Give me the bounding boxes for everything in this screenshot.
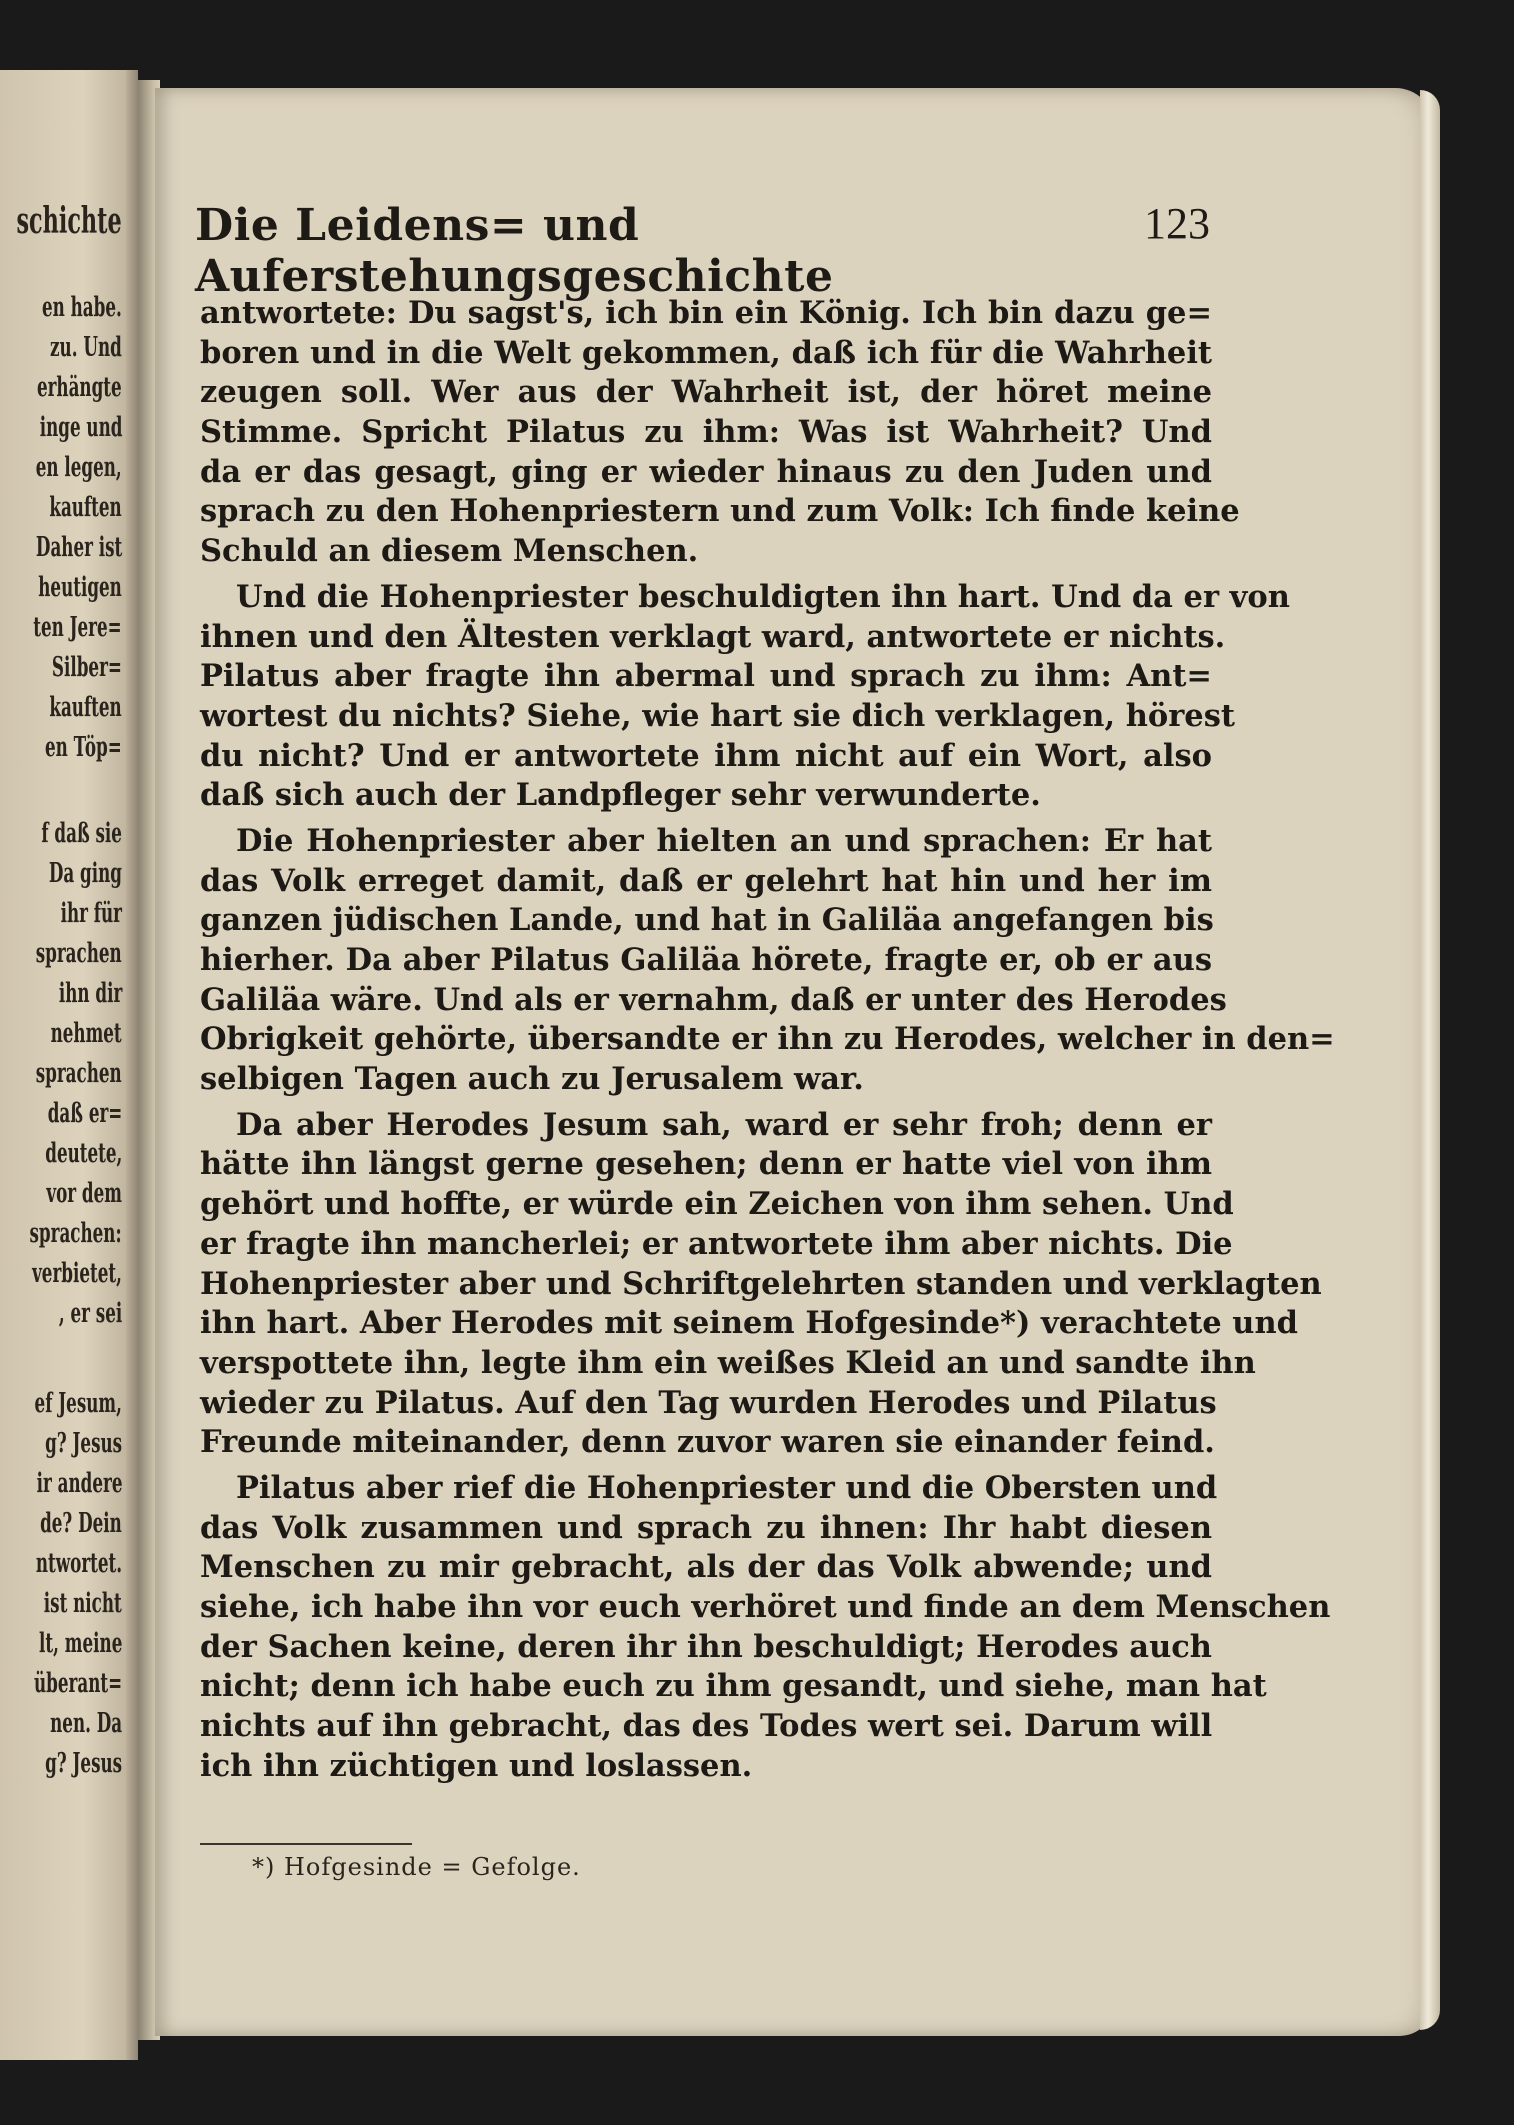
- left-page-edge: [126, 70, 138, 2060]
- text-line: Hohenpriester aber und Schriftgelehrten standen und verklagten: [200, 1265, 1322, 1302]
- text-line: Schuld an diesem Menschen.: [200, 533, 699, 570]
- page-number: 123: [1144, 199, 1210, 248]
- text-line: Obrigkeit gehörte, übersandte er ihn zu Herodes, welcher in den=: [200, 1021, 1335, 1058]
- text-line: nichts auf ihn gebracht, das des Todes wert sei. Darum will: [200, 1708, 1213, 1745]
- left-page-fragment: ihn dir: [58, 978, 122, 1009]
- left-page-fragment: nehmet: [50, 1018, 122, 1049]
- text-line: verspottete ihn, legte ihm ein weißes Kleid an und sandte ihn: [200, 1344, 1256, 1381]
- text-line: antwortete: Du sagst's, ich bin ein König. Ich bin dazu ge=: [200, 295, 1212, 331]
- text-line: nicht; denn ich habe euch zu ihm gesandt, und siehe, man hat: [200, 1668, 1267, 1705]
- text-line: er fragte ihn mancherlei; er antwortete ihm aber nichts. Die: [200, 1225, 1233, 1262]
- left-page-fragment: lt, meine: [38, 1628, 122, 1659]
- left-page-fragment: vor dem: [46, 1178, 122, 1209]
- left-page-fragment: daß er=: [47, 1098, 122, 1129]
- text-line: wieder zu Pilatus. Auf den Tag wurden Herodes und Pilatus: [200, 1384, 1217, 1421]
- text-line: Stimme. Spricht Pilatus zu ihm: Was ist Wahrheit? Und: [200, 414, 1212, 451]
- left-page-fragment: schichte: [16, 200, 122, 242]
- text-line: Pilatus aber rief die Hohenpriester und die Obersten und: [236, 1469, 1218, 1506]
- left-page-fragment: erhängte: [37, 372, 122, 403]
- text-line: selbigen Tagen auch zu Jerusalem war.: [200, 1061, 864, 1098]
- left-page-fragment: nen. Da: [49, 1708, 122, 1739]
- left-page-fragment: en habe.: [42, 292, 122, 323]
- left-page-fragment: kauften: [49, 492, 122, 523]
- left-page-fragment: heutigen: [38, 572, 122, 603]
- text-line: ihn hart. Aber Herodes mit seinem Hofgesinde*) verachtete und: [200, 1305, 1298, 1342]
- text-line: Und die Hohenpriester beschuldigten ihn hart. Und da er von: [236, 578, 1290, 615]
- paragraph: [200, 294, 1240, 572]
- text-line: ich ihn züchtigen und loslassen.: [200, 1747, 753, 1784]
- left-page-fragment: überant=: [33, 1668, 122, 1699]
- left-facing-page: [0, 70, 138, 2060]
- left-page-fragment: ten Jere=: [33, 612, 122, 643]
- paragraph: [200, 578, 1290, 816]
- text-line: Galiläa wäre. Und als er vernahm, daß er unter des Herodes: [200, 981, 1227, 1018]
- left-page-fragment: Da ging: [48, 858, 122, 889]
- text-line: Menschen zu mir gebracht, als der das Volk abwende; und: [200, 1549, 1212, 1586]
- text-line: siehe, ich habe ihn vor euch verhöret und finde an dem Menschen: [200, 1589, 1331, 1625]
- footnote-rule: [200, 1843, 412, 1845]
- text-line: das Volk zusammen und sprach zu ihnen: Ihr habt diesen: [200, 1509, 1212, 1546]
- text-line: Freunde miteinander, denn zuvor waren sie einander feind.: [200, 1424, 1215, 1461]
- text-line: hierher. Da aber Pilatus Galiläa hörete, fragte er, ob er aus: [200, 942, 1212, 978]
- text-line: Pilatus aber fragte ihn abermal und sprach zu ihm: Ant=: [200, 658, 1212, 695]
- text-line: zeugen soll. Wer aus der Wahrheit ist, der höret meine: [200, 374, 1212, 411]
- left-page-fragment: ntwortet.: [35, 1548, 122, 1579]
- left-page-fragment: verbietet,: [32, 1258, 122, 1289]
- left-page-fragment: en Töp=: [45, 732, 122, 763]
- text-line: du nicht? Und er antwortete ihm nicht auf ein Wort, also: [200, 737, 1212, 774]
- page-edge: [1420, 90, 1440, 2030]
- left-page-fragment: zu. Und: [50, 332, 122, 363]
- left-page-fragment: sprachen:: [29, 1218, 122, 1249]
- text-line: wortest du nichts? Siehe, wie hart sie dich verklagen, hörest: [200, 697, 1235, 734]
- left-page-fragment: f daß sie: [41, 818, 122, 849]
- footnote: *) Hofgesinde = Gefolge.: [252, 1853, 581, 1881]
- paragraph: [200, 822, 1335, 1100]
- text-line: gehört und hoffte, er würde ein Zeichen von ihm sehen. Und: [200, 1186, 1234, 1223]
- left-page-fragment: inge und: [39, 412, 122, 443]
- paragraph: [200, 1469, 1331, 1787]
- text-line: ganzen jüdischen Lande, und hat in Galiläa angefangen bis: [200, 902, 1214, 939]
- text-line: boren und in die Welt gekommen, daß ich für die Wahrheit: [200, 334, 1212, 371]
- left-page-fragment: ist nicht: [44, 1588, 122, 1619]
- text-line: ihnen und den Ältesten verklagt ward, antwortete er nichts.: [200, 618, 1226, 655]
- paragraph: [200, 1106, 1322, 1463]
- left-page-fragment: , er sei: [58, 1298, 122, 1329]
- left-page-fragment: de? Dein: [40, 1508, 122, 1539]
- text-line: Die Hohenpriester aber hielten an und sprachen: Er hat: [236, 822, 1212, 859]
- body-text: [200, 294, 1335, 1792]
- text-line: da er das gesagt, ging er wieder hinaus zu den Juden und: [200, 453, 1212, 490]
- left-page-fragment: g? Jesus: [45, 1748, 122, 1779]
- text-line: der Sachen keine, deren ihr ihn beschuldigt; Herodes auch: [200, 1628, 1212, 1665]
- left-page-fragment: ir andere: [36, 1468, 122, 1499]
- left-page-fragment: ihr für: [60, 898, 122, 929]
- running-head: Die Leidens= und Auferstehungsgeschichte: [195, 200, 834, 302]
- left-page-fragment: Daher ist: [35, 532, 122, 563]
- left-page-fragment: deutete,: [44, 1138, 122, 1169]
- left-page-fragment: sprachen: [36, 1058, 122, 1089]
- left-page-fragment: en legen,: [35, 452, 122, 483]
- left-page-fragment: sprachen: [36, 938, 122, 969]
- left-page-fragment: Silber=: [51, 652, 122, 683]
- text-line: Da aber Herodes Jesum sah, ward er sehr froh; denn er: [236, 1106, 1212, 1143]
- text-line: sprach zu den Hohenpriestern und zum Volk: Ich finde keine: [200, 493, 1240, 530]
- left-page-fragment: ef Jesum,: [34, 1388, 122, 1419]
- text-line: das Volk erreget damit, daß er gelehrt hat hin und her im: [200, 862, 1212, 899]
- text-line: hätte ihn längst gerne gesehen; denn er hatte viel von ihm: [200, 1146, 1212, 1183]
- left-page-fragment: kauften: [49, 692, 122, 723]
- text-line: daß sich auch der Landpfleger sehr verwunderte.: [200, 777, 1041, 814]
- left-page-fragment: g? Jesus: [45, 1428, 122, 1459]
